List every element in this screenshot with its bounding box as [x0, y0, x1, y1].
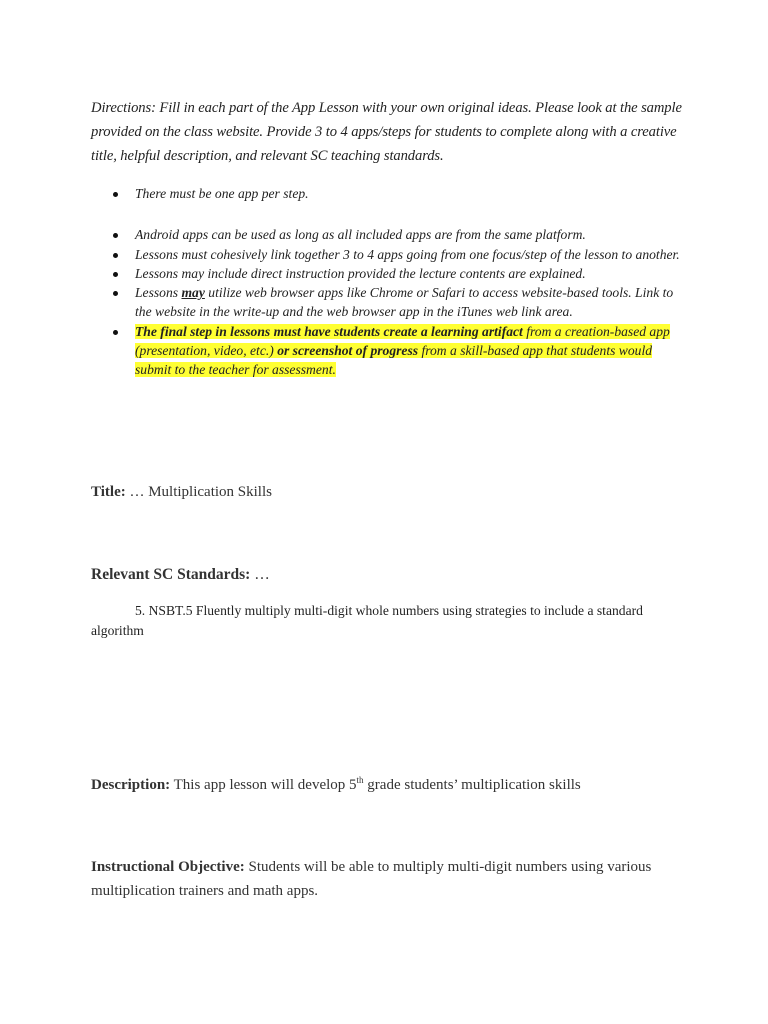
- highlight-bold-artifact: The final step in lessons must have students create a learning artifact: [135, 323, 523, 339]
- description-post: grade students’ multiplication skills: [363, 777, 581, 793]
- bullet-web-browser-apps: [91, 283, 681, 322]
- bullet-android-apps: [91, 225, 681, 244]
- objective-label: Instructional Objective:: [91, 859, 245, 875]
- description-sup: th: [356, 775, 364, 785]
- bullet-cohesive-link: [91, 245, 681, 264]
- requirements-list: [91, 184, 681, 380]
- title-label: Title:: [91, 484, 126, 500]
- standards-label: Relevant SC Standards:: [91, 566, 251, 583]
- bullet-final-step: [91, 322, 681, 380]
- directions-text: Directions: Fill in each part of the App Lesson with your own original ideas. Please look at the sample provided on the class website. Provide 3 to 4 apps/steps for students to complete along with a creative title, helpful description, and relevant SC teaching standards.: [91, 100, 682, 164]
- description-section: [91, 773, 581, 797]
- bullet-text: There must be one app per step.: [135, 186, 309, 201]
- bullet-text-post: utilize web browser apps like Chrome or Safari to access website-based tools. Link to the website in the write-up and the web browser app in the iTunes web link area.: [135, 285, 674, 320]
- highlight-text-creation: from a creation-based app (presentation, video, etc.): [135, 323, 670, 359]
- title-value: … Multiplication Skills: [125, 484, 272, 500]
- objective-section: [91, 855, 691, 903]
- bullet-emphasis: may: [181, 285, 205, 301]
- bullet-one-app-per-step: [91, 184, 681, 203]
- highlight-text-skill: from a skill-based app that students would submit to the teacher for assessment.: [135, 343, 653, 378]
- bullet-text: Lessons may include direct instruction provided the lecture contents are explained.: [135, 265, 586, 281]
- bullet-text-pre: Lessons: [135, 285, 182, 301]
- bullet-text: Lessons must cohesively link together 3 to 4 apps going from one focus/step of the lesson to another.: [135, 246, 680, 262]
- bullet-direct-instruction: [91, 264, 681, 283]
- description-label: Description:: [91, 777, 171, 793]
- standard-nsbt5-text: 5. NSBT.5 Fluently multiply multi-digit whole numbers using strategies to include a standard algorithm: [91, 603, 643, 638]
- standards-section: [91, 563, 270, 587]
- standards-value: …: [250, 566, 270, 583]
- bullet-text: Android apps can be used as long as all included apps are from the same platform.: [135, 227, 586, 243]
- description-pre: This app lesson will develop 5: [170, 777, 357, 793]
- highlight-bold-screenshot: or screenshot of progress: [277, 343, 419, 359]
- title-section: [91, 480, 272, 504]
- objective-value: Students will be able to multiply multi-digit numbers using various multiplication trainers and math apps.: [91, 859, 652, 899]
